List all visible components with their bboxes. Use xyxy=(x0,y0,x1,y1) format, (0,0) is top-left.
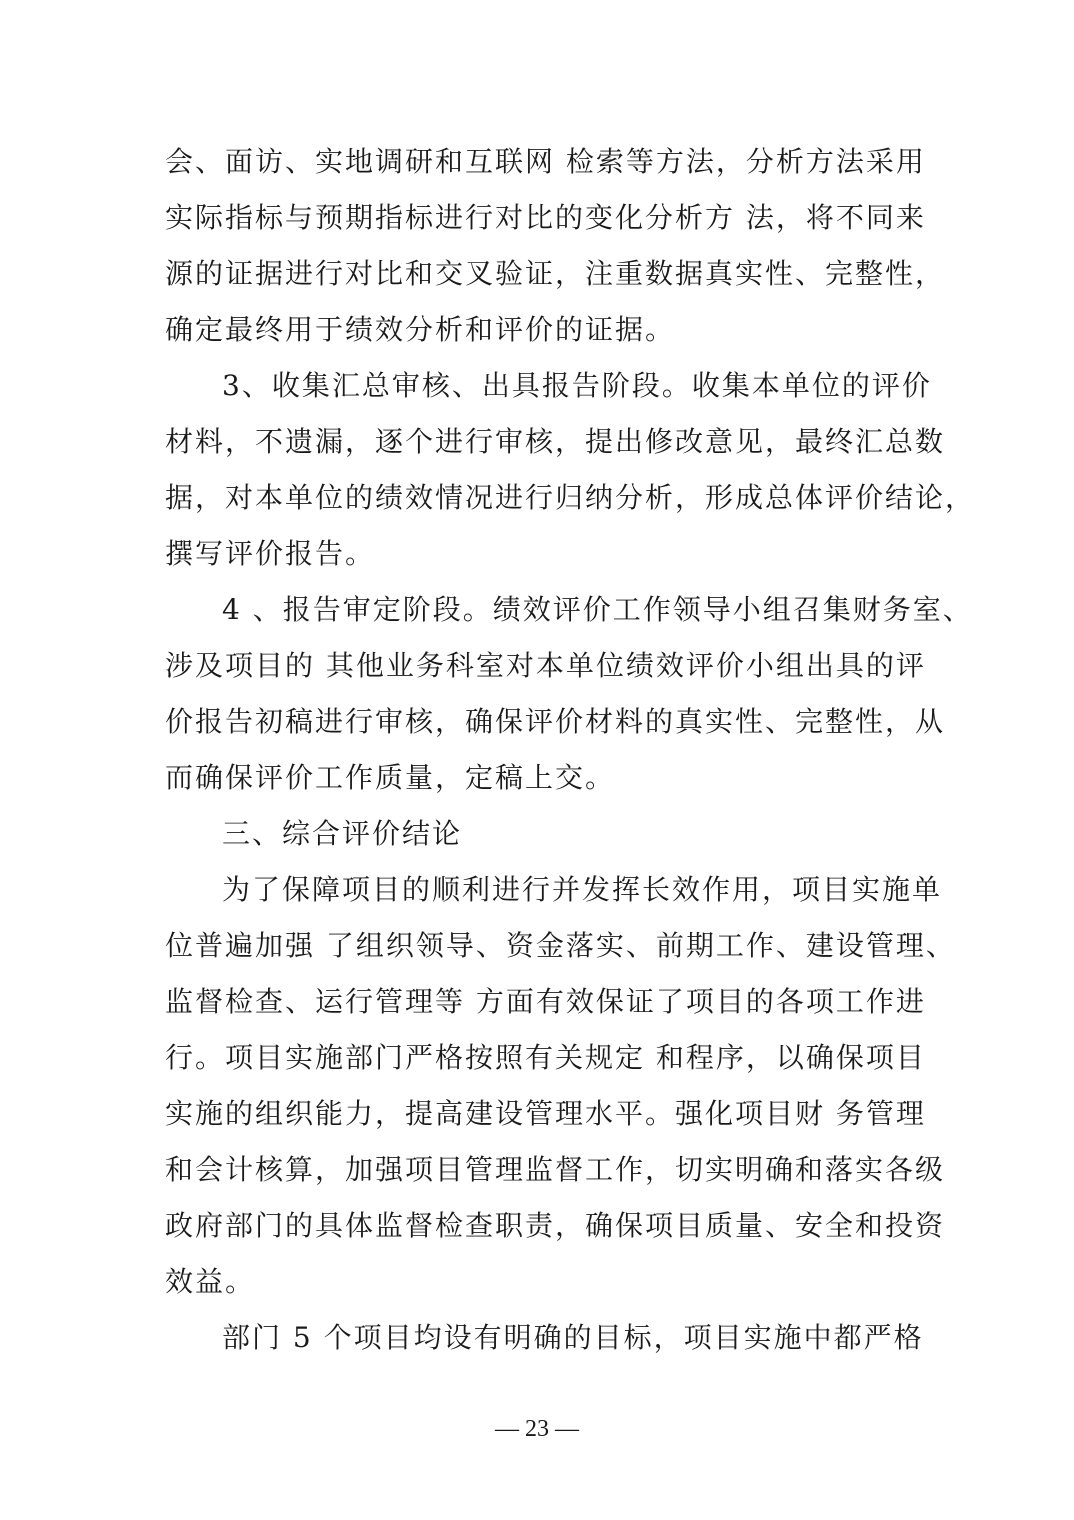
text-line: 据，对本单位的绩效情况进行归纳分析，形成总体评价结论， xyxy=(165,481,976,514)
text-line: 行。项目实施部门严格按照有关规定 和程序，以确保项目 xyxy=(165,1041,926,1074)
text-line: 源的证据进行对比和交叉验证，注重数据真实性、完整性， xyxy=(165,257,946,290)
text-line: 效益。 xyxy=(165,1265,256,1298)
text-line: 实际指标与预期指标进行对比的变化分析方 法，将不同来 xyxy=(165,201,926,234)
text-line: 确定最终用于绩效分析和评价的证据。 xyxy=(165,313,676,346)
text-line: 政府部门的具体监督检查职责，确保项目质量、安全和投资 xyxy=(165,1209,946,1242)
text-line: 而确保评价工作质量，定稿上交。 xyxy=(165,761,616,794)
text-line: 材料，不遗漏，逐个进行审核，提出修改意见，最终汇总数 xyxy=(165,425,946,458)
text-line: 位普遍加强 了组织领导、资金落实、前期工作、建设管理、 xyxy=(165,929,956,962)
section-heading: 三、综合评价结论 xyxy=(222,817,463,850)
text-line: 撰写评价报告。 xyxy=(165,537,376,570)
text-line: 为了保障项目的顺利进行并发挥长效作用，项目实施单 xyxy=(222,873,943,906)
text-line: 3、收集汇总审核、出具报告阶段。收集本单位的评价 xyxy=(222,369,932,402)
text-line: 实施的组织能力，提高建设管理水平。强化项目财 务管理 xyxy=(165,1097,926,1130)
text-line: 监督检查、运行管理等 方面有效保证了项目的各项工作进 xyxy=(165,985,926,1018)
text-line: 和会计核算，加强项目管理监督工作，切实明确和落实各级 xyxy=(165,1153,946,1186)
text-line: 部门 5 个项目均设有明确的目标，项目实施中都严格 xyxy=(222,1321,924,1354)
text-line: 涉及项目的 其他业务科室对本单位绩效评价小组出具的评 xyxy=(165,649,926,682)
text-line: 价报告初稿进行审核，确保评价材料的真实性、完整性，从 xyxy=(165,705,946,738)
page-number: — 23 — xyxy=(495,1416,579,1442)
text-line: 会、面访、实地调研和互联网 检索等方法，分析方法采用 xyxy=(165,145,926,178)
text-line: 4 、报告审定阶段。绩效评价工作领导小组召集财务室、 xyxy=(222,593,973,626)
